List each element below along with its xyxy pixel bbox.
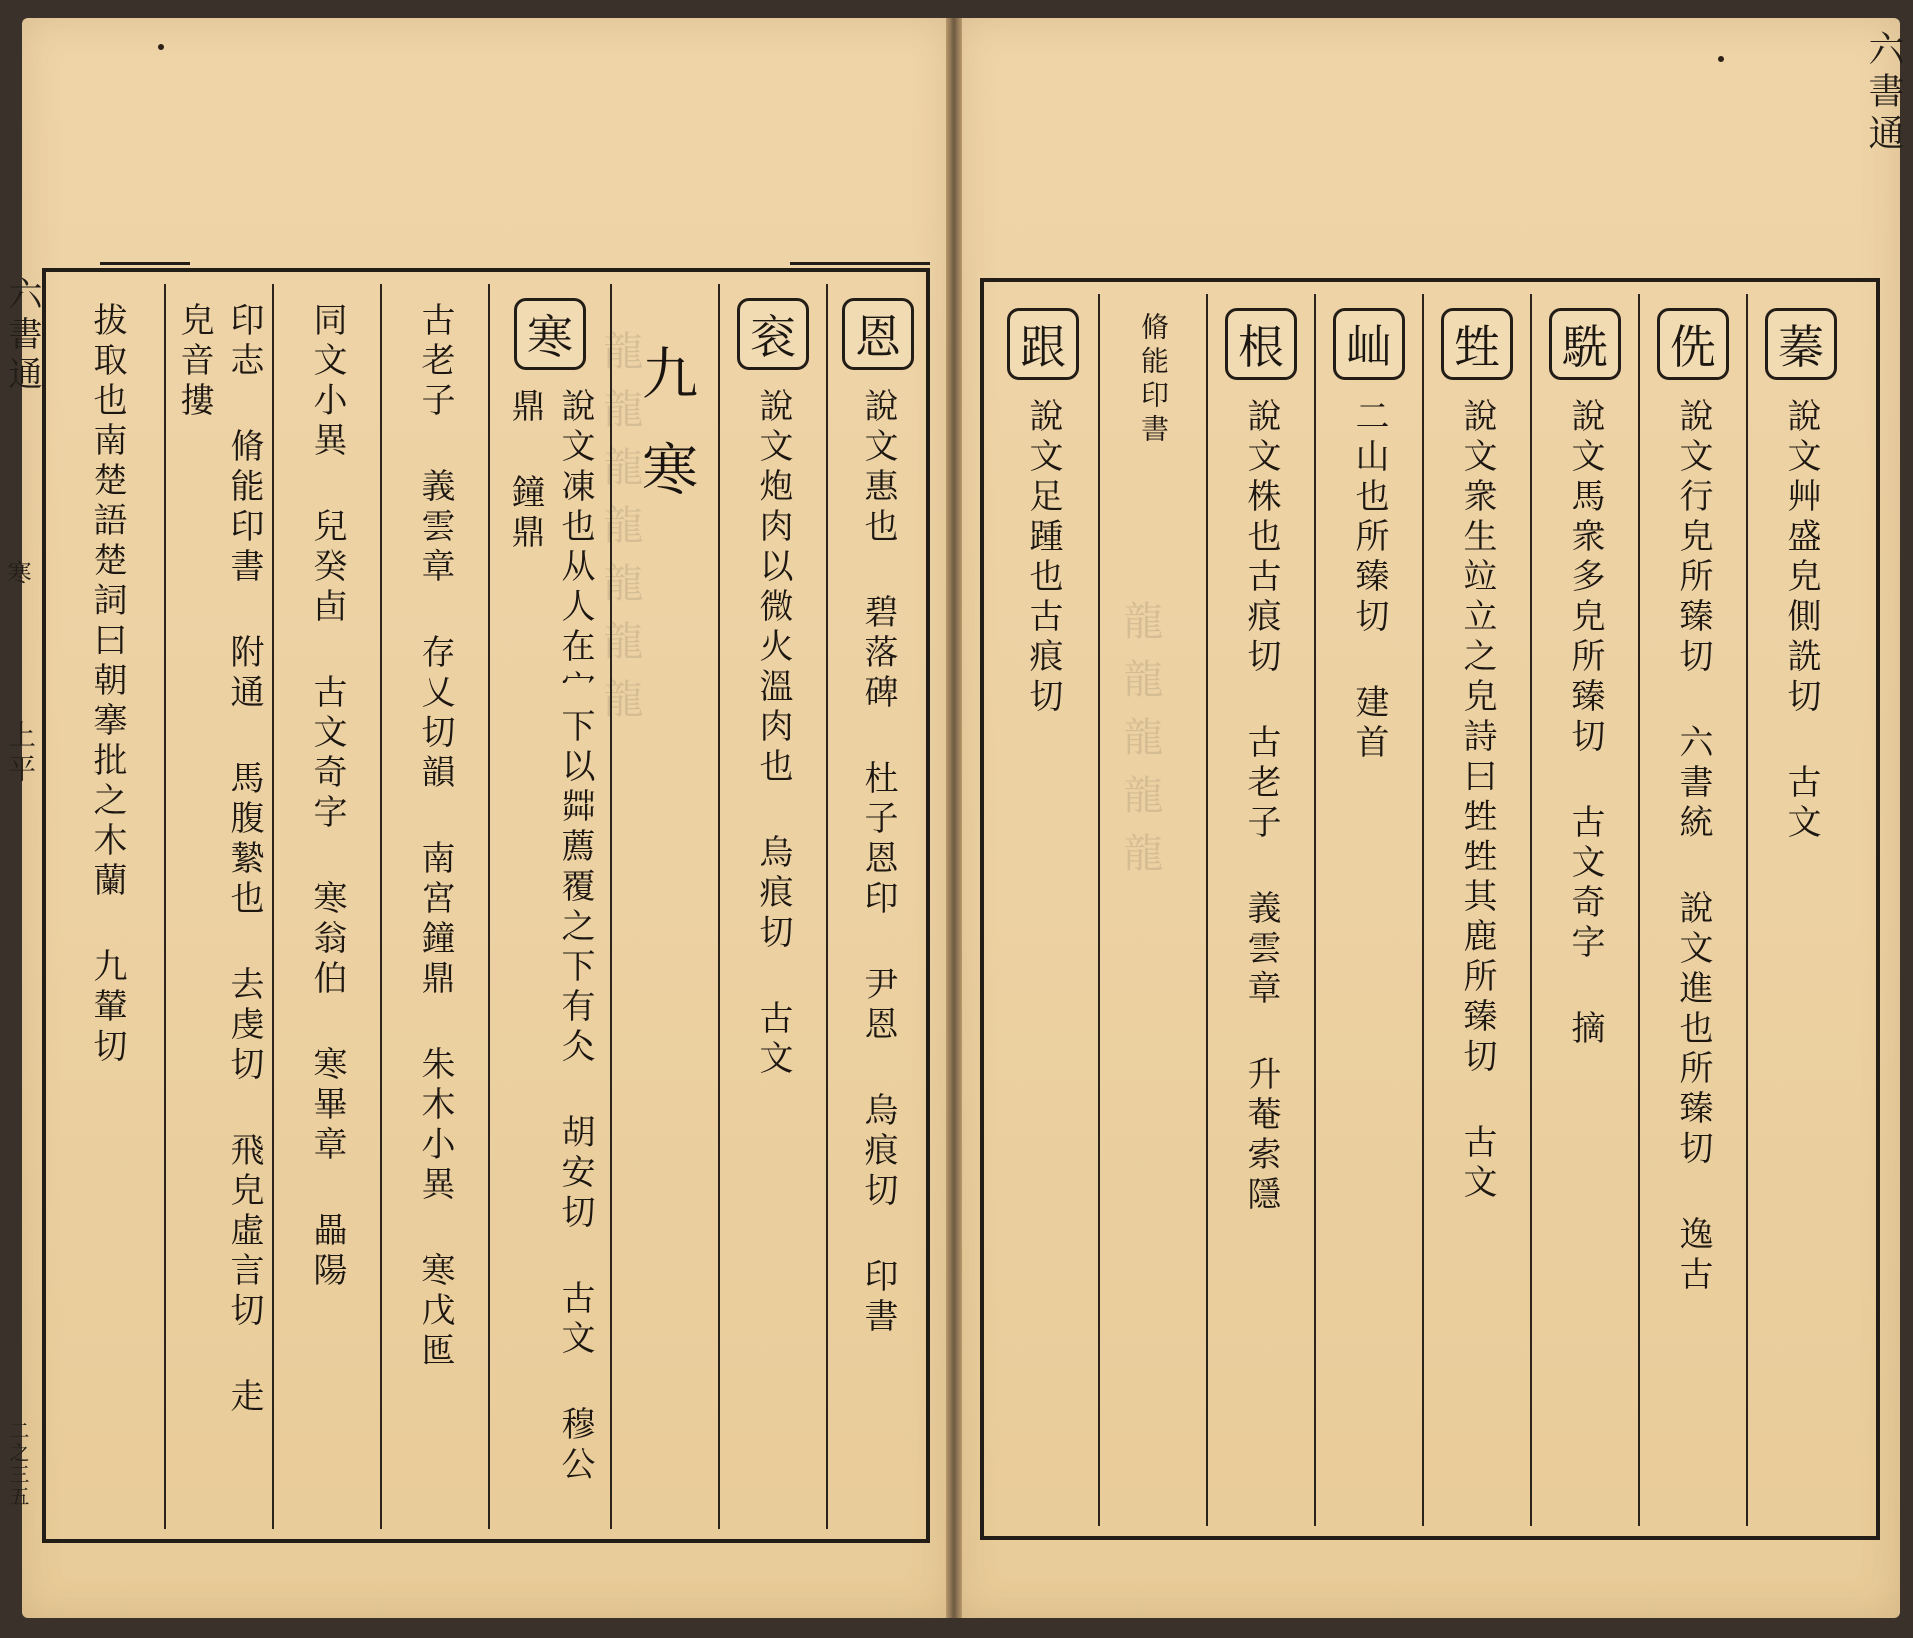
entry-text: 拔取也南楚語楚詞曰朝搴批之木蘭 九輦切 <box>87 302 127 1068</box>
left-text-frame <box>42 268 930 1543</box>
entry-column-shen-grow <box>1422 294 1530 1526</box>
head-character: 恩 <box>842 298 914 370</box>
head-character: 跟 <box>1007 308 1079 380</box>
variant-column-2 <box>272 284 380 1529</box>
section-margin: 寒 <box>3 560 31 590</box>
bleed-through-right: 龍龍龍龍龍 <box>1117 600 1163 890</box>
head-character: 衮 <box>737 298 809 370</box>
variant-column-4 <box>52 284 162 1529</box>
entry-text: 古老子 義雲章 存乂切韻 南宮鐘鼎 朱木小異 寒戊匜 <box>415 302 455 1372</box>
book-title-margin-right: 六書通 <box>1863 30 1904 156</box>
entry-text: 說文凍也从人在宀下以茻薦覆之下有仌 胡安切 古文 穆公鼎 鐘鼎 <box>505 388 595 1486</box>
entry-text: 說文衆生竝立之皃詩曰甡甡其鹿所臻切 古文 <box>1457 398 1497 1204</box>
entry-column-gen <box>1206 294 1314 1526</box>
entry-column-shen-mountain <box>1314 294 1422 1526</box>
head-character: 駪 <box>1549 308 1621 380</box>
head-character: 甡 <box>1441 308 1513 380</box>
entry-text: 二山也所臻切 建首 <box>1349 398 1389 764</box>
bleed-through-left: 龍龍龍龍龍龍龍 <box>597 330 643 736</box>
top-rule-left-2 <box>790 262 930 265</box>
right-text-frame <box>980 278 1880 1540</box>
entry-text: 說文株也古痕切 古老子 義雲章 升菴索隱 <box>1241 398 1281 1216</box>
entry-text: 脩能印書 <box>1137 312 1170 448</box>
entry-text: 說文足踵也古痕切 <box>1023 398 1063 718</box>
entry-column-shen <box>1638 294 1746 1526</box>
entry-column-gun <box>718 284 826 1529</box>
entry-column-en <box>826 284 928 1529</box>
entry-text: 說文艸盛皃側詵切 古文 <box>1781 398 1821 844</box>
entry-text: 說文馬衆多皃所臻切 古文奇字 摘 <box>1565 398 1605 1050</box>
entry-text: 印志 脩能印書 附通 馬腹縶也 去虔切 飛皃虛言切 走皃音摟 <box>174 302 264 1418</box>
entry-column-gen-heel <box>990 294 1096 1526</box>
variant-column-3 <box>164 284 272 1529</box>
entry-text: 同文小異 兒癸卣 古文奇字 寒翁伯 寒畢章 畾陽 <box>307 302 347 1292</box>
head-character: 寒 <box>514 298 586 370</box>
entry-column-han <box>488 284 610 1529</box>
source-column <box>1098 294 1206 1526</box>
wormhole-mark-left <box>158 44 164 50</box>
book-title-margin: 六書通 <box>2 276 42 396</box>
head-character: 侁 <box>1657 308 1729 380</box>
head-character: 蓁 <box>1765 308 1837 380</box>
section-title: 九寒 <box>633 344 698 536</box>
entry-text: 說文惠也 碧落碑 杜子恩印 尹恩 烏痕切 印書 <box>858 388 898 1338</box>
head-character: 根 <box>1225 308 1297 380</box>
top-rule-left <box>100 262 190 265</box>
tone-margin: 上平 <box>4 720 37 788</box>
entry-column-zhen <box>1746 294 1854 1526</box>
entry-column-shen-horse <box>1530 294 1638 1526</box>
section-title-column <box>610 284 718 1529</box>
entry-text: 說文行皃所臻切 六書統 說文進也所臻切 逸古 <box>1673 398 1713 1296</box>
book-gutter <box>946 18 962 1618</box>
head-character: 屾 <box>1333 308 1405 380</box>
variant-column-1 <box>380 284 488 1529</box>
entry-text: 說文炮肉以微火溫肉也 烏痕切 古文 <box>753 388 793 1080</box>
wormhole-mark-right <box>1718 56 1724 62</box>
folio-number: 二之三五 <box>6 1420 30 1508</box>
